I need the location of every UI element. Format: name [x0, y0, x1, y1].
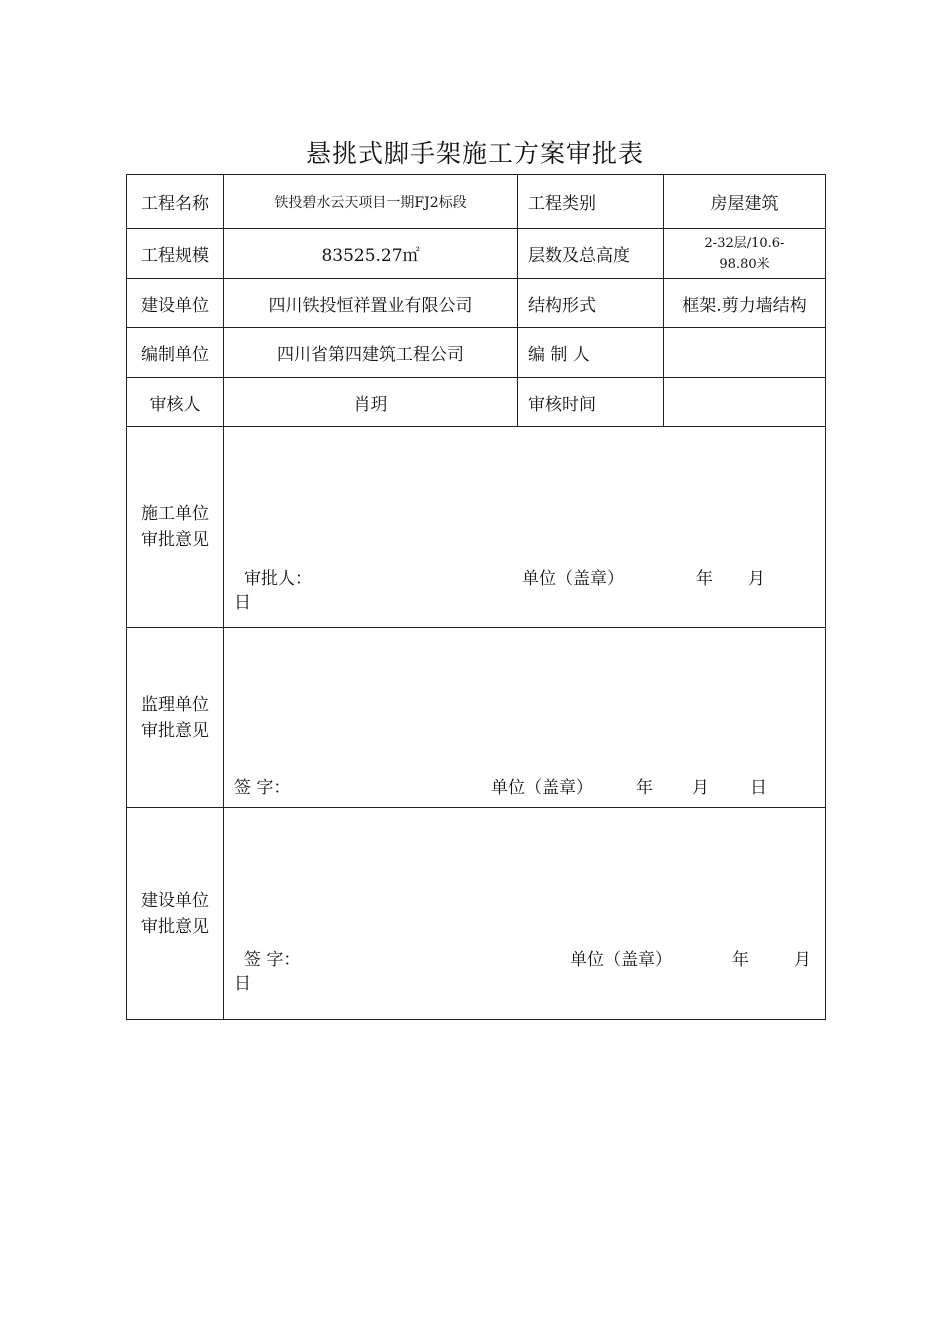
construction-opinion-area[interactable]	[224, 427, 826, 628]
table-row	[127, 328, 826, 378]
construction-unit-seal: 单位（盖章）	[522, 569, 624, 589]
structure-label: 结构形式	[518, 279, 664, 328]
table-row	[127, 229, 826, 279]
compiler-unit-value: 四川省第四建筑工程公司	[224, 328, 518, 378]
owner-year: 年	[732, 950, 749, 970]
reviewer-label: 审核人	[127, 378, 224, 427]
owner-unit-seal: 单位（盖章）	[570, 950, 672, 970]
supervision-signer-label: 签 字：	[234, 778, 291, 798]
review-time-value[interactable]	[664, 378, 826, 427]
construction-year: 年	[696, 569, 713, 589]
supervision-label-line2: 审批意见	[141, 720, 209, 741]
supervision-day: 日	[750, 778, 767, 798]
construction-opinion-row	[127, 427, 826, 628]
scale-label: 工程规模	[127, 229, 224, 279]
builder-label: 建设单位	[127, 279, 224, 328]
builder-value: 四川铁投恒祥置业有限公司	[224, 279, 518, 328]
owner-day: 日	[234, 974, 251, 994]
construction-signer-label: 审批人：	[244, 569, 312, 589]
construction-day: 日	[234, 593, 251, 613]
supervision-month: 月	[692, 778, 709, 798]
supervision-unit-seal: 单位（盖章）	[491, 778, 593, 798]
owner-opinion-label	[127, 808, 224, 1020]
owner-signer-label: 签 字：	[244, 950, 301, 970]
supervision-signature-line	[234, 776, 815, 800]
owner-month: 月	[794, 950, 811, 970]
table-row	[127, 279, 826, 328]
floors-value-line1: 2-32层/10.6-	[704, 235, 785, 251]
floors-value	[664, 229, 826, 279]
owner-signature-line	[234, 948, 815, 996]
construction-label-line2: 审批意见	[141, 530, 209, 550]
compiler-value[interactable]	[664, 328, 826, 378]
project-name-label: 工程名称	[127, 175, 224, 229]
construction-month: 月	[748, 569, 765, 589]
construction-opinion-label	[127, 427, 224, 628]
reviewer-value: 肖玥	[224, 378, 518, 427]
approval-form-table	[126, 174, 826, 1020]
compiler-label: 编 制 人	[518, 328, 664, 378]
compiler-unit-label: 编制单位	[127, 328, 224, 378]
supervision-year: 年	[636, 778, 653, 798]
supervision-opinion-label	[127, 628, 224, 808]
owner-opinion-area[interactable]	[224, 808, 826, 1020]
scale-value: 83525.27㎡	[224, 229, 518, 279]
supervision-opinion-row	[127, 628, 826, 808]
owner-label-line1: 建设单位	[141, 890, 209, 911]
supervision-opinion-area[interactable]	[224, 628, 826, 808]
review-time-label: 审核时间	[518, 378, 664, 427]
page-title: 悬挑式脚手架施工方案审批表	[305, 139, 644, 168]
construction-signature-line	[234, 567, 815, 615]
table-row	[127, 175, 826, 229]
project-type-value: 房屋建筑	[664, 175, 826, 229]
owner-label-line2: 审批意见	[141, 916, 209, 937]
construction-label-line1: 施工单位	[141, 504, 209, 524]
owner-opinion-row	[127, 808, 826, 1020]
table-row	[127, 378, 826, 427]
project-type-label: 工程类别	[518, 175, 664, 229]
project-name-value: 铁投碧水云天项目一期FJ2标段	[224, 175, 518, 229]
supervision-label-line1: 监理单位	[141, 694, 209, 715]
floors-label: 层数及总高度	[518, 229, 664, 279]
floors-value-line2: 98.80米	[719, 256, 770, 272]
structure-value: 框架.剪力墙结构	[664, 279, 826, 328]
